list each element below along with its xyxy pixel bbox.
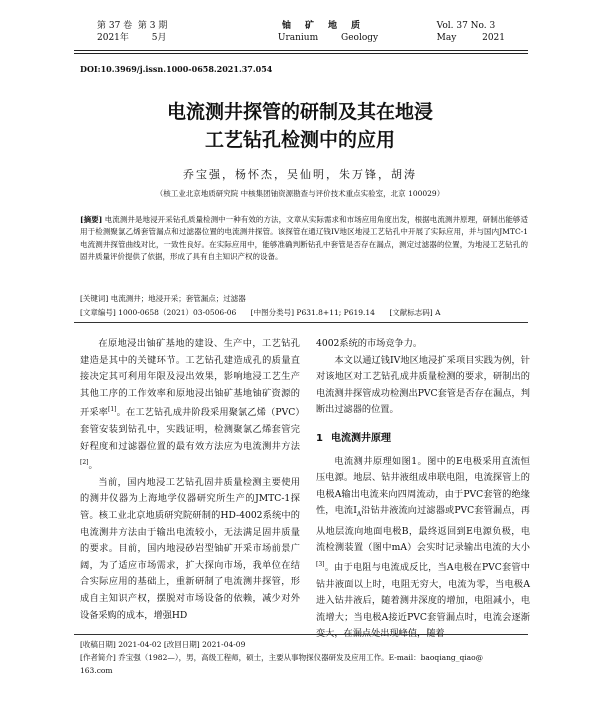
header-rule-thin — [74, 53, 528, 54]
header-year: 2021年 — [97, 33, 129, 43]
paragraph: 本文以通辽钱IV地区地浸扩采项目实践为例，针对该地区对工艺钻孔成井质量检测的要求，研制出的电流测井探管成功检测出PVC套管是否存在漏点，判断出过滤器的位置。 — [316, 354, 530, 416]
doi: DOI:10.3969/j.issn.1000-0658.2021.37.054 — [80, 64, 273, 74]
paragraph-text: 沿钻井液流向过滤器或PVC套管漏点，再从地层流向地面电极B，最终返回到E电源负极，电流检测装置（图中mA）会实时记录输出电流的大小 — [316, 505, 530, 554]
article-id: [文章编号] 1000-0658（2021）03-0506-06 — [80, 308, 237, 317]
title-line-1: 电流测井探管的研制及其在地浸 — [166, 101, 433, 123]
clc-number: [中图分类号] P631.8+11; P619.14 — [250, 308, 375, 317]
article-title — [80, 98, 520, 154]
journal-name-en-2: Geology — [341, 33, 379, 43]
left-column — [80, 336, 300, 624]
citation-ref: [3] — [316, 560, 325, 568]
paragraph-text: 。在工艺钻孔成井阶段采用聚氯乙烯（PVC）套管安装到钻孔中，实践证明，检测聚氯乙烯套管完好程度和过滤器位置的最有效方法应为电流测井方法 — [80, 407, 300, 452]
keywords — [80, 293, 528, 304]
authors: 乔宝强，杨怀杰，吴仙明，朱万锋，胡涛 — [183, 168, 417, 181]
paragraph-text: 在原地浸出铀矿基地的建设、生产中，工艺钻孔建造是其中的关键环节。工艺钻孔建造成孔的质量直接决定其可利用年限及浸出效果，影响地浸工艺生产其他工序的工作效率和原地浸出铀矿基地铀矿资源的开采率 — [80, 338, 300, 419]
footnote-author — [80, 651, 528, 664]
paragraph-text: 。 — [88, 460, 98, 472]
header-left — [97, 20, 167, 44]
header-issue: 第 3 期 — [137, 21, 168, 31]
footnote-author-label: [作者简介] — [80, 653, 116, 662]
section-number: 1 — [316, 432, 323, 444]
abstract — [80, 214, 528, 264]
header-month: 5月 — [151, 33, 167, 43]
right-column — [316, 336, 530, 643]
subscript: A — [356, 511, 362, 519]
running-header — [0, 20, 600, 46]
affiliation: （核工业北京地质研究院 中核集团铀资源勘查与评价技术重点实验室，北京 100029） — [155, 189, 445, 198]
keywords-text: 电流测井；地浸开采；套管漏点；过滤器 — [110, 294, 246, 303]
paragraph — [80, 336, 300, 475]
header-volume: 第 37 卷 — [97, 21, 133, 31]
paragraph: 当前，国内地浸工艺钻孔固井质量检测主要使用的测井仪器为上海地学仪器研究所生产的JMTC-1探管。核工业北京地质研究院研制的HD-4002系统中的电流测井方法由于输出电流较小，无法满足固井质量的要求。目前，国内地浸砂岩型铀矿开采市场前景广阔，为了适应市场需求，扩大探向市场，我单位在结合实际应用的基础上，重新研制了电流测井探管，形成自主知识产权，摆脱对市场设备的依赖，减少对外设备采购的成本，增强HD — [80, 476, 300, 621]
header-month-en: May — [436, 33, 457, 43]
doc-code: [文献标志码] A — [389, 308, 441, 317]
paragraph — [316, 454, 530, 643]
header-right — [437, 20, 505, 44]
footnote-email-tail: 163.com — [80, 666, 113, 675]
title-line-2: 工艺钻孔检测中的应用 — [204, 129, 395, 151]
abstract-text: 电流测井是地浸开采钻孔质量检测中一种有效的方法，文章从实际需求和市场应用角度出发，根据电流测井原理，研制出能够适用于检测聚氯乙烯套管漏点和过滤器位置的电流测井探管。该探管在通辽钱IV地区地浸工艺钻孔中开展了实际应用，并与国内JMTC-1电流测井探管曲线对比，一致性良好。在实际应用中，能够准确判断钻孔中套管是否存在漏点，测定过滤器的位置，为地浸工艺钻孔的固井质量评价提供了依据，形成了具有自主知识产权的设备。 — [80, 215, 528, 262]
footnote-rule — [74, 634, 528, 635]
abstract-label: [摘要] — [80, 215, 103, 224]
section-title: 电流测井原理 — [330, 432, 391, 444]
keywords-label: [关键词] — [80, 294, 109, 303]
abstract-rule — [74, 322, 528, 323]
footnote-dates: [收稿日期] 2021-04-02 [改回日期] 2021-04-09 — [80, 640, 246, 649]
paragraph-text: 电流测井原理如图1。图中的E电极采用直流恒压电源。地层、钻井液组成串联电阻，电流探管上的电极A输出电流来向四周流动，由于PVC套管的绝缘性，电流I — [316, 455, 530, 517]
header-year-en: 2021 — [482, 33, 505, 43]
section-heading — [316, 431, 530, 448]
citation-ref: [2] — [80, 459, 89, 467]
journal-name-cn: 铀矿地质 — [281, 21, 374, 31]
paragraph: 4002系统的市场竞争力。 — [316, 338, 423, 349]
footnote-author-info: 乔宝强（1982—），男，高级工程师，硕士，主要从事物探仪器研发及应用工作。E-mail：baoqiang_qiao@ — [118, 653, 484, 662]
header-rule-thick — [74, 50, 528, 51]
journal-name-en-1: Uranium — [277, 33, 319, 43]
header-volume-en: Vol. 37 No. 3 — [436, 21, 496, 31]
citation-ref: [1] — [108, 406, 117, 414]
classification-line — [80, 307, 528, 318]
paragraph-text: 。由于电阻与电流成反比，当A电极在PVC套管中钻井液面以上时，电阻无穷大，电流为零，当电极A进入钻井液后，随着测井深度的增加，电阻减小，电流增大；当电极A接近PVC套管漏点时，电流会逐渐变大，在漏点处出现峰值，随着 — [316, 562, 530, 640]
header-center — [268, 20, 388, 44]
